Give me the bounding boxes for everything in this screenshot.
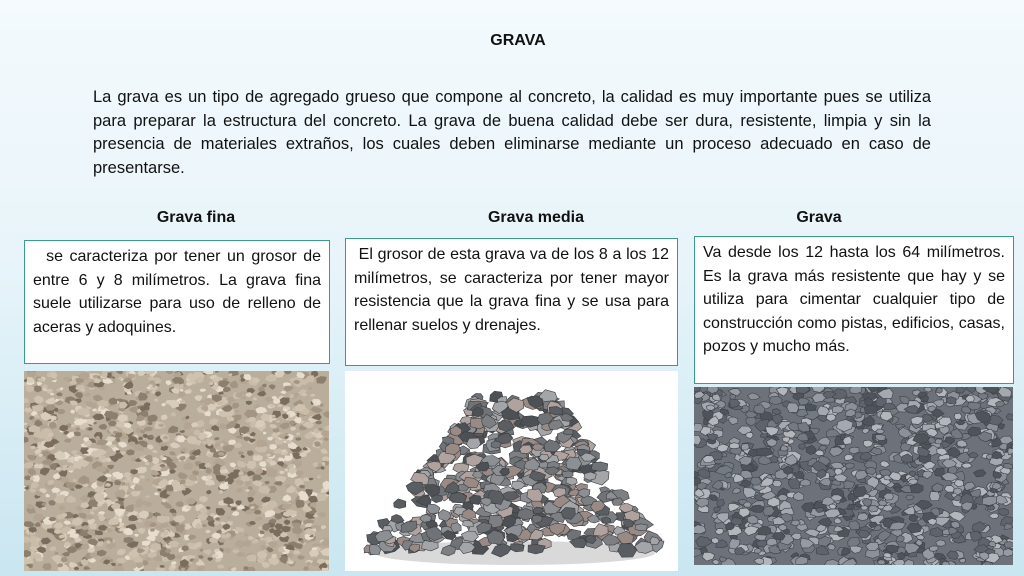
description-grava-media: El grosor de esta grava va de los 8 a los 12 milímetros, se caracteriza por tener mayor resistencia que la grava fina y se usa para rellenar suelos y drenajes. [345,238,678,366]
intro-paragraph: La grava es un tipo de agregado grueso que compone al concreto, la calidad es muy importante pues se utiliza para preparar la estructura del concreto. La grava de buena calidad debe ser dura, resistente, limpia y sin la presencia de materiales extraños, los cuales deben eliminarse mediante un proceso adecuado en caso de presentarse. [93,88,931,177]
heading-grava: Grava [796,209,842,226]
fine-gravel-photo [24,371,329,571]
coarse-gravel-photo [694,387,1013,565]
page-title: GRAVA [490,32,546,49]
heading-grava-media: Grava media [487,209,585,226]
description-grava: Va desde los 12 hasta los 64 milímetros. Es la grava más resistente que hay y se utiliza para cimentar cualquier tipo de construcción como pistas, edificios, casas, pozos y mucho más. [694,236,1014,384]
medium-gravel-pile-photo [345,371,678,571]
description-grava-fina: se caracteriza por tener un grosor de entre 6 y 8 milímetros. La grava fina suele utilizarse para uso de relleno de aceras y adoquines. [24,240,330,364]
heading-grava-fina: Grava fina [156,209,236,226]
